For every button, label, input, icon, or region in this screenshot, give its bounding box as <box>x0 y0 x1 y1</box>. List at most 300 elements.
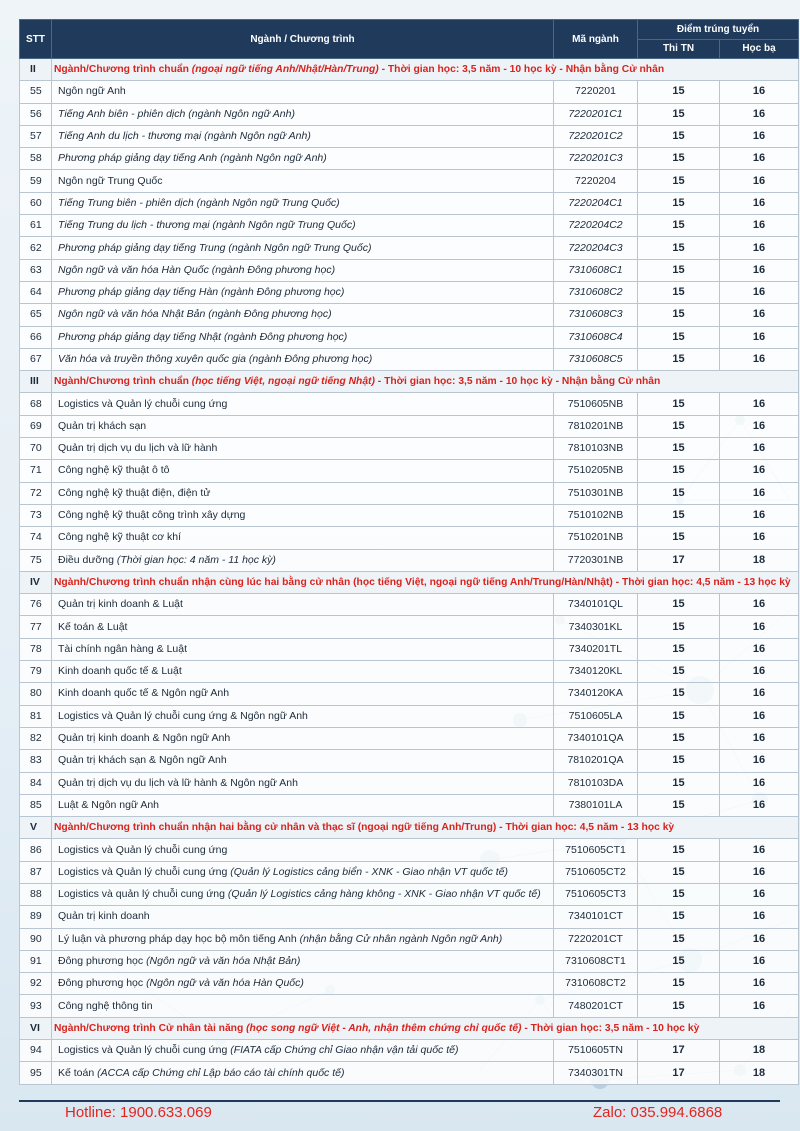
table-row <box>20 973 799 995</box>
table-row <box>20 81 799 103</box>
program-code: 7510301NB <box>554 482 638 504</box>
score-hoc-ba: 16 <box>720 772 799 794</box>
row-stt: 72 <box>20 482 52 504</box>
table-row <box>20 460 799 482</box>
section-title <box>52 571 799 593</box>
section-number: III <box>20 371 52 393</box>
program-name-part: Công nghệ kỹ thuật điện, điện tử <box>58 486 211 499</box>
program-code: 7310608C2 <box>554 281 638 303</box>
score-thi-tn: 15 <box>638 438 720 460</box>
score-hoc-ba: 16 <box>720 281 799 303</box>
row-stt: 56 <box>20 103 52 125</box>
row-stt: 78 <box>20 638 52 660</box>
program-name-part: Công nghệ thông tin <box>58 999 153 1012</box>
program-code: 7380101LA <box>554 794 638 816</box>
score-hoc-ba: 16 <box>720 928 799 950</box>
table-row <box>20 215 799 237</box>
program-name <box>52 215 554 237</box>
score-hoc-ba: 16 <box>720 170 799 192</box>
table-row <box>20 148 799 170</box>
program-name <box>52 839 554 861</box>
program-code: 7720301NB <box>554 549 638 571</box>
program-name-part: Công nghệ kỹ thuật ô tô <box>58 464 170 477</box>
table-row <box>20 705 799 727</box>
table-row <box>20 504 799 526</box>
score-thi-tn: 17 <box>638 1040 720 1062</box>
program-name <box>52 125 554 147</box>
row-stt: 59 <box>20 170 52 192</box>
table-row <box>20 281 799 303</box>
section-title-part: (học tiếng Việt, ngoại ngữ tiếng Nhật) <box>191 376 375 388</box>
score-thi-tn: 15 <box>638 393 720 415</box>
program-name-part: Ngôn ngữ và văn hóa Hàn Quốc (ngành Đông phương học) <box>58 263 336 276</box>
score-thi-tn: 15 <box>638 995 720 1017</box>
table-row <box>20 883 799 905</box>
program-code: 7340301TN <box>554 1062 638 1084</box>
program-code: 7340120KL <box>554 661 638 683</box>
program-code: 7220204C2 <box>554 215 638 237</box>
table-row <box>20 192 799 214</box>
program-name-part: Quản trị khách sạn <box>58 419 147 432</box>
program-name-part: Phương pháp giảng dạy tiếng Nhật (ngành Đông phương học) <box>58 330 348 343</box>
section-number: V <box>20 817 52 839</box>
program-code: 7310608CT2 <box>554 973 638 995</box>
program-name <box>52 794 554 816</box>
row-stt: 64 <box>20 281 52 303</box>
section-number: IV <box>20 571 52 593</box>
program-name-part: Công nghệ kỹ thuật công trình xây dựng <box>58 509 246 522</box>
score-thi-tn: 15 <box>638 125 720 147</box>
score-hoc-ba: 16 <box>720 237 799 259</box>
score-thi-tn: 15 <box>638 192 720 214</box>
score-thi-tn: 15 <box>638 661 720 683</box>
program-name-part: Logistics và Quản lý chuỗi cung ứng <box>58 397 228 410</box>
section-title-part: Ngành/Chương trình Cử nhân tài năng <box>54 1022 247 1034</box>
program-code: 7310608C5 <box>554 348 638 370</box>
header-score-group: Điểm trúng tuyển <box>638 20 799 40</box>
program-name <box>52 638 554 660</box>
section-number: VI <box>20 1017 52 1039</box>
program-name-part: Kế toán & Luật <box>58 620 128 633</box>
score-thi-tn: 15 <box>638 527 720 549</box>
program-name-part: Phương pháp giảng dạy tiếng Trung (ngành Ngôn ngữ Trung Quốc) <box>58 241 372 254</box>
row-stt: 67 <box>20 348 52 370</box>
program-name <box>52 460 554 482</box>
score-thi-tn: 15 <box>638 281 720 303</box>
program-code: 7340101QL <box>554 594 638 616</box>
program-code: 7220204C3 <box>554 237 638 259</box>
table-row <box>20 549 799 571</box>
section-title-part: Ngành/Chương trình chuẩn nhận cùng lúc hai bằng cử nhân (học tiếng Việt, ngoại ngữ tiếng Anh/Trung/Hàn/Nhật) - Thời gian học: 4,5 năm - 13 học kỳ <box>54 576 791 588</box>
program-code: 7810103DA <box>554 772 638 794</box>
table-row <box>20 259 799 281</box>
score-hoc-ba: 16 <box>720 393 799 415</box>
table-row <box>20 482 799 504</box>
section-title <box>52 59 799 81</box>
row-stt: 57 <box>20 125 52 147</box>
section-title <box>52 371 799 393</box>
row-stt: 87 <box>20 861 52 883</box>
program-name <box>52 772 554 794</box>
admission-score-table <box>19 19 799 1085</box>
program-name <box>52 170 554 192</box>
table-row <box>20 393 799 415</box>
section-title-part: - Thời gian học: 3,5 năm - 10 học kỳ - Nhận bằng Cử nhân <box>378 64 665 76</box>
table-row <box>20 1040 799 1062</box>
program-name-part: Đông phương học <box>58 955 147 968</box>
program-name-part: (Thời gian học: 4 năm - 11 học kỳ) <box>116 553 276 566</box>
section-title-part: - Thời gian học: 3,5 năm - 10 học kỳ - Nhận bằng Cử nhân <box>374 376 661 388</box>
score-hoc-ba: 16 <box>720 973 799 995</box>
program-code: 7220204C1 <box>554 192 638 214</box>
score-hoc-ba: 16 <box>720 482 799 504</box>
score-thi-tn: 15 <box>638 460 720 482</box>
program-code: 7310608CT1 <box>554 950 638 972</box>
program-name-part: Điều dưỡng <box>58 553 117 566</box>
header-stt: STT <box>20 20 52 59</box>
program-name-part: Logistics và Quản lý chuỗi cung ứng <box>58 865 231 878</box>
program-name-part: (Ngôn ngữ và văn hóa Hàn Quốc) <box>146 977 304 990</box>
program-code: 7510605CT1 <box>554 839 638 861</box>
program-name <box>52 594 554 616</box>
program-name <box>52 103 554 125</box>
table-row <box>20 326 799 348</box>
program-code: 7220201C1 <box>554 103 638 125</box>
row-stt: 91 <box>20 950 52 972</box>
section-title-part: Ngành/Chương trình chuẩn nhận hai bằng cử nhân và thạc sĩ (ngoại ngữ tiếng Anh/Trung) - Thời gian học: 4,5 năm - 13 học kỳ <box>54 822 675 834</box>
program-name-part: Kinh doanh quốc tế & Luật <box>58 665 182 678</box>
row-stt: 66 <box>20 326 52 348</box>
score-hoc-ba: 16 <box>720 103 799 125</box>
program-name <box>52 705 554 727</box>
score-hoc-ba: 16 <box>720 125 799 147</box>
program-name <box>52 393 554 415</box>
row-stt: 77 <box>20 616 52 638</box>
row-stt: 94 <box>20 1040 52 1062</box>
score-hoc-ba: 16 <box>720 683 799 705</box>
program-name-part: Quản trị kinh doanh & Ngôn ngữ Anh <box>58 732 231 745</box>
table-row <box>20 438 799 460</box>
program-code: 7510605LA <box>554 705 638 727</box>
program-code: 7510201NB <box>554 527 638 549</box>
score-thi-tn: 15 <box>638 950 720 972</box>
program-code: 7340120KA <box>554 683 638 705</box>
score-hoc-ba: 16 <box>720 504 799 526</box>
table-row <box>20 527 799 549</box>
program-name <box>52 750 554 772</box>
section-title <box>52 1017 799 1039</box>
program-name <box>52 482 554 504</box>
program-name-part: Kế toán <box>58 1066 98 1079</box>
table-row <box>20 772 799 794</box>
program-code: 7810201NB <box>554 415 638 437</box>
program-name <box>52 616 554 638</box>
table-body <box>20 59 799 1085</box>
score-hoc-ba: 16 <box>720 192 799 214</box>
program-name <box>52 1062 554 1084</box>
score-thi-tn: 15 <box>638 504 720 526</box>
score-thi-tn: 15 <box>638 638 720 660</box>
program-name <box>52 304 554 326</box>
row-stt: 71 <box>20 460 52 482</box>
program-name-part: (Quản lý Logistics cảng biển - XNK - Giao nhận VT quốc tế) <box>230 865 509 878</box>
program-name-part: Logistics và Quản lý chuỗi cung ứng & Ngôn ngữ Anh <box>58 709 308 722</box>
program-name-part: Quản trị dịch vụ du lịch và lữ hành & Ngôn ngữ Anh <box>58 776 298 789</box>
program-code: 7340301KL <box>554 616 638 638</box>
row-stt: 93 <box>20 995 52 1017</box>
score-hoc-ba: 16 <box>720 750 799 772</box>
row-stt: 81 <box>20 705 52 727</box>
row-stt: 75 <box>20 549 52 571</box>
program-name-part: Ngôn ngữ Trung Quốc <box>58 174 163 187</box>
program-name <box>52 415 554 437</box>
table-row <box>20 661 799 683</box>
score-hoc-ba: 16 <box>720 215 799 237</box>
row-stt: 55 <box>20 81 52 103</box>
section-row <box>20 59 799 81</box>
row-stt: 60 <box>20 192 52 214</box>
section-row <box>20 371 799 393</box>
table-row <box>20 638 799 660</box>
program-code: 7220204 <box>554 170 638 192</box>
program-name-part: Công nghệ kỹ thuật cơ khí <box>58 531 182 544</box>
score-thi-tn: 15 <box>638 326 720 348</box>
row-stt: 88 <box>20 883 52 905</box>
row-stt: 85 <box>20 794 52 816</box>
row-stt: 79 <box>20 661 52 683</box>
admission-score-table-container <box>19 19 791 1085</box>
score-hoc-ba: 16 <box>720 81 799 103</box>
section-title <box>52 817 799 839</box>
zalo-text[interactable]: Zalo: 035.994.6868 <box>593 1104 723 1121</box>
score-thi-tn: 15 <box>638 170 720 192</box>
score-hoc-ba: 16 <box>720 950 799 972</box>
score-hoc-ba: 16 <box>720 794 799 816</box>
section-title-part: - Thời gian học: 3,5 năm - 10 học kỳ <box>521 1022 700 1034</box>
hotline-text[interactable]: Hotline: 1900.633.069 <box>65 1104 212 1121</box>
score-hoc-ba: 16 <box>720 705 799 727</box>
table-row <box>20 237 799 259</box>
program-name-part: (FIATA cấp Chứng chỉ Giao nhận vận tải quốc tế) <box>230 1044 459 1057</box>
program-code: 7510205NB <box>554 460 638 482</box>
table-row <box>20 750 799 772</box>
score-hoc-ba: 16 <box>720 906 799 928</box>
program-name <box>52 549 554 571</box>
table-row <box>20 794 799 816</box>
program-name <box>52 906 554 928</box>
score-thi-tn: 15 <box>638 482 720 504</box>
table-row <box>20 727 799 749</box>
score-thi-tn: 15 <box>638 81 720 103</box>
table-row <box>20 950 799 972</box>
program-name-part: Tiếng Trung du lịch - thương mại (ngành Ngôn ngữ Trung Quốc) <box>58 219 356 232</box>
table-row <box>20 304 799 326</box>
program-name-part: Logistics và Quản lý chuỗi cung ứng <box>58 843 228 856</box>
score-thi-tn: 15 <box>638 594 720 616</box>
score-thi-tn: 15 <box>638 883 720 905</box>
section-row <box>20 571 799 593</box>
score-thi-tn: 15 <box>638 772 720 794</box>
table-row <box>20 906 799 928</box>
table-row <box>20 170 799 192</box>
header-score-hb: Học bạ <box>720 40 799 59</box>
program-name-part: Phương pháp giảng dạy tiếng Anh (ngành Ngôn ngữ Anh) <box>58 152 327 165</box>
program-code: 7510605CT3 <box>554 883 638 905</box>
score-thi-tn: 15 <box>638 683 720 705</box>
program-name-part: Văn hóa và truyền thông xuyên quốc gia (ngành Đông phương học) <box>58 353 373 365</box>
table-row <box>20 928 799 950</box>
program-name <box>52 81 554 103</box>
program-code: 7310608C3 <box>554 304 638 326</box>
score-thi-tn: 15 <box>638 304 720 326</box>
score-thi-tn: 15 <box>638 906 720 928</box>
program-name-part: Luật & Ngôn ngữ Anh <box>58 798 160 811</box>
score-thi-tn: 17 <box>638 1062 720 1084</box>
score-thi-tn: 15 <box>638 794 720 816</box>
program-name-part: Ngôn ngữ và văn hóa Nhật Bản (ngành Đông phương học) <box>58 308 332 321</box>
score-thi-tn: 15 <box>638 259 720 281</box>
row-stt: 83 <box>20 750 52 772</box>
program-name <box>52 973 554 995</box>
table-row <box>20 594 799 616</box>
program-name <box>52 259 554 281</box>
table-row <box>20 348 799 370</box>
score-hoc-ba: 16 <box>720 527 799 549</box>
program-code: 7220201C2 <box>554 125 638 147</box>
score-thi-tn: 15 <box>638 415 720 437</box>
program-name-part: (Ngôn ngữ và văn hóa Nhật Bản) <box>146 955 301 968</box>
score-hoc-ba: 16 <box>720 661 799 683</box>
score-hoc-ba: 16 <box>720 348 799 370</box>
program-code: 7310608C4 <box>554 326 638 348</box>
section-row <box>20 817 799 839</box>
table-row <box>20 415 799 437</box>
program-name-part: Quản trị khách sạn & Ngôn ngữ Anh <box>58 754 227 767</box>
program-name-part: Tiếng Anh du lịch - thương mại (ngành Ngôn ngữ Anh) <box>58 130 311 143</box>
program-name <box>52 326 554 348</box>
program-code: 7510605TN <box>554 1040 638 1062</box>
program-name <box>52 527 554 549</box>
program-name-part: Kinh doanh quốc tế & Ngôn ngữ Anh <box>58 687 230 700</box>
score-thi-tn: 15 <box>638 215 720 237</box>
section-row <box>20 1017 799 1039</box>
program-name <box>52 1040 554 1062</box>
program-name-part: Quản trị dịch vụ du lịch và lữ hành <box>58 442 218 455</box>
program-name-part: (ACCA cấp Chứng chỉ Lập báo cáo tài chính quốc tế) <box>97 1066 345 1079</box>
program-code: 7510605NB <box>554 393 638 415</box>
program-name-part: (Quản lý Logistics cảng hàng không - XNK - Giao nhận VT quốc tế) <box>227 888 541 901</box>
program-code: 7510102NB <box>554 504 638 526</box>
table-row <box>20 616 799 638</box>
row-stt: 65 <box>20 304 52 326</box>
header-code: Mã ngành <box>554 20 638 59</box>
program-name <box>52 995 554 1017</box>
program-name <box>52 192 554 214</box>
score-thi-tn: 15 <box>638 148 720 170</box>
program-name <box>52 950 554 972</box>
row-stt: 84 <box>20 772 52 794</box>
program-name <box>52 148 554 170</box>
score-thi-tn: 15 <box>638 750 720 772</box>
score-hoc-ba: 16 <box>720 594 799 616</box>
program-name <box>52 504 554 526</box>
score-thi-tn: 15 <box>638 839 720 861</box>
row-stt: 58 <box>20 148 52 170</box>
score-hoc-ba: 16 <box>720 883 799 905</box>
row-stt: 73 <box>20 504 52 526</box>
program-code: 7220201C3 <box>554 148 638 170</box>
row-stt: 68 <box>20 393 52 415</box>
score-thi-tn: 15 <box>638 348 720 370</box>
score-hoc-ba: 16 <box>720 638 799 660</box>
row-stt: 69 <box>20 415 52 437</box>
program-name <box>52 727 554 749</box>
table-header <box>20 20 799 59</box>
row-stt: 92 <box>20 973 52 995</box>
program-code: 7340201TL <box>554 638 638 660</box>
program-name <box>52 281 554 303</box>
table-row <box>20 995 799 1017</box>
program-code: 7340101QA <box>554 727 638 749</box>
program-code: 7810103NB <box>554 438 638 460</box>
score-hoc-ba: 16 <box>720 438 799 460</box>
row-stt: 74 <box>20 527 52 549</box>
program-name-part: Tiếng Anh biên - phiên dịch (ngành Ngôn ngữ Anh) <box>58 107 295 120</box>
score-hoc-ba: 18 <box>720 549 799 571</box>
table-row <box>20 125 799 147</box>
score-hoc-ba: 16 <box>720 326 799 348</box>
score-hoc-ba: 16 <box>720 415 799 437</box>
program-code: 7810201QA <box>554 750 638 772</box>
score-thi-tn: 15 <box>638 861 720 883</box>
score-thi-tn: 15 <box>638 616 720 638</box>
score-hoc-ba: 16 <box>720 727 799 749</box>
program-name-part: Logistics và Quản lý chuỗi cung ứng <box>58 1044 231 1057</box>
program-name-part: Tiếng Trung biên - phiên dịch (ngành Ngôn ngữ Trung Quốc) <box>58 196 340 209</box>
program-name <box>52 928 554 950</box>
table-row <box>20 861 799 883</box>
table-row <box>20 103 799 125</box>
table-row <box>20 839 799 861</box>
program-name-part: Tài chính ngân hàng & Luật <box>58 642 188 655</box>
row-stt: 80 <box>20 683 52 705</box>
row-stt: 82 <box>20 727 52 749</box>
section-title-part: Ngành/Chương trình chuẩn <box>54 64 192 76</box>
program-code: 7340101CT <box>554 906 638 928</box>
program-name <box>52 348 554 370</box>
program-name <box>52 683 554 705</box>
section-title-part: (học song ngữ Việt - Anh, nhận thêm chứng chỉ quốc tế) <box>246 1022 522 1034</box>
score-thi-tn: 15 <box>638 928 720 950</box>
program-name-part: Quản trị kinh doanh <box>58 910 150 923</box>
score-hoc-ba: 16 <box>720 995 799 1017</box>
program-code: 7220201CT <box>554 928 638 950</box>
score-hoc-ba: 16 <box>720 304 799 326</box>
program-name <box>52 438 554 460</box>
table-row <box>20 1062 799 1084</box>
score-thi-tn: 17 <box>638 549 720 571</box>
program-name <box>52 883 554 905</box>
score-thi-tn: 15 <box>638 727 720 749</box>
header-program: Ngành / Chương trình <box>52 20 554 59</box>
program-name-part: Quản trị kinh doanh & Luật <box>58 598 183 611</box>
row-stt: 62 <box>20 237 52 259</box>
program-code: 7510605CT2 <box>554 861 638 883</box>
program-code: 7480201CT <box>554 995 638 1017</box>
program-name-part: Phương pháp giảng dạy tiếng Hàn (ngành Đông phương học) <box>58 286 345 299</box>
score-hoc-ba: 18 <box>720 1062 799 1084</box>
program-code: 7310608C1 <box>554 259 638 281</box>
